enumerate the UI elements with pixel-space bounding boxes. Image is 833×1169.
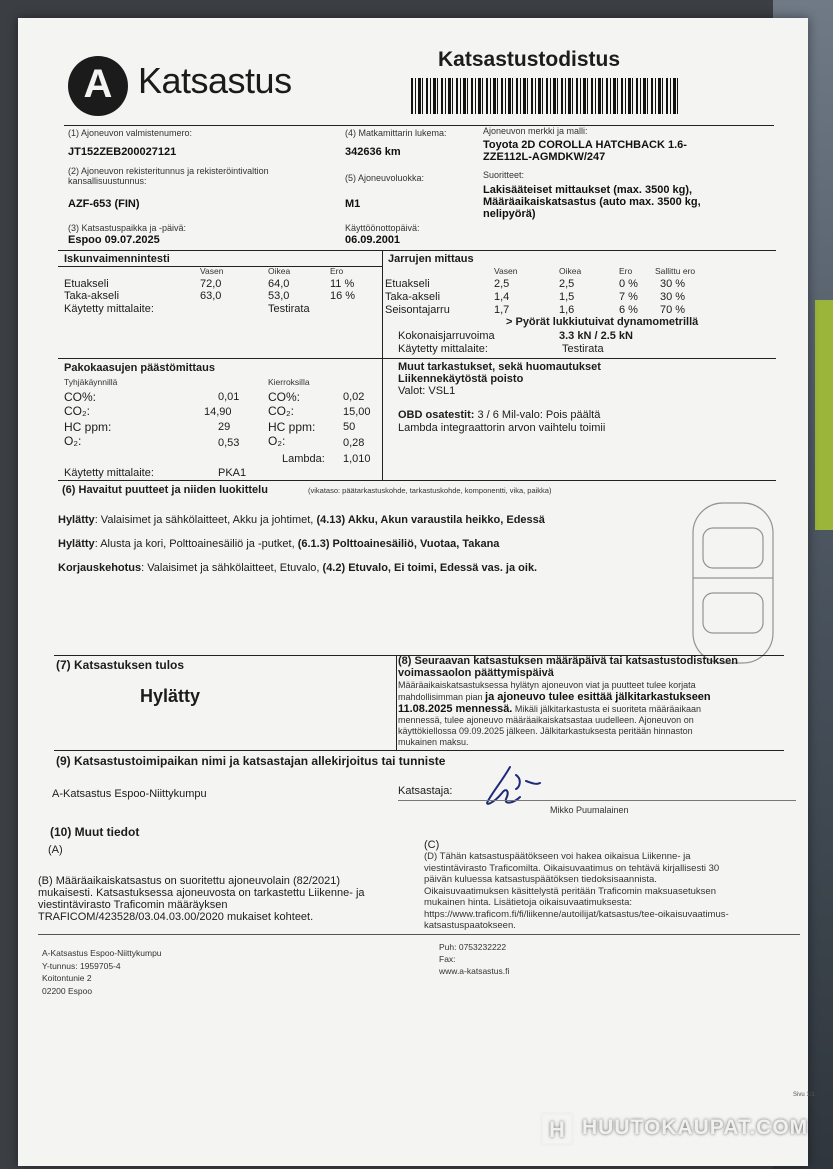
vin-value: JT152ZEB200027121 [68, 146, 177, 158]
other-checks-title: Muut tarkastukset, sekä huomautukset [398, 361, 601, 373]
intro-date-value: 06.09.2001 [345, 234, 401, 246]
exhaust-label: CO₂: [64, 404, 90, 418]
misc-title: (10) Muut tiedot [50, 825, 140, 839]
brake-note: > Pyörät lukkiutuivat dynamometrillä [506, 316, 699, 328]
page-number: Sivu 1/1 [793, 1092, 815, 1098]
barcode-icon [411, 78, 679, 114]
misc-b-line: (B) Määräaikaiskatsastus on suoritettu ajoneuvolain (82/2021) [38, 875, 341, 887]
shock-value: 72,0 [200, 278, 222, 290]
misc-c: (C) [424, 839, 440, 851]
reg-value: AZF-653 (FIN) [68, 198, 140, 210]
inspector-name: Mikko Puumalainen [550, 805, 629, 815]
make-value-2: ZZE112L-AGMDKW/247 [483, 151, 606, 163]
car-diagram-icon [543, 498, 783, 678]
footer-city: 02200 Espoo [42, 986, 93, 996]
brake-test-title: Jarrujen mittaus [388, 253, 474, 265]
lambda-label: Lambda: [282, 453, 325, 465]
exhaust-label: CO%: [64, 390, 97, 404]
exhaust-value: 0,02 [343, 391, 365, 403]
obd-value: 3 / 6 Mil-valo: Pois päältä [474, 409, 601, 421]
defect-detail: (4.2) Etuvalo, Ei toimi, Edessä vas. ja oik. [322, 562, 538, 574]
misc-b-line: viestintävirasto Traficomin määräyksen [38, 899, 228, 911]
other-checks-subtitle: Liikennekäytöstä poisto [398, 373, 524, 385]
station-title: (9) Katsastustoimipaikan nimi ja katsastajan allekirjoitus tai tunniste [56, 754, 446, 768]
defect-text: : Alusta ja kori, Polttoainesäiliö ja -putket, [94, 538, 298, 550]
brake-value: 1,5 [559, 291, 575, 303]
footer-divider [38, 934, 800, 935]
defects-title: (6) Havaitut puutteet ja niiden luokittelu [62, 484, 268, 496]
footer-phone: Puh: 0753232222 [439, 942, 507, 952]
performed-label: Suoritteet: [483, 170, 525, 180]
inspector-label: Katsastaja: [398, 785, 453, 797]
brake-value: 2,5 [494, 278, 510, 290]
brake-row-label: Taka-akseli [385, 291, 441, 303]
shock-device-value: Testirata [268, 303, 310, 315]
background-green-strip [815, 300, 833, 530]
brake-col-allowed: Sallittu ero [655, 266, 696, 276]
exhaust-value: 0,53 [218, 437, 240, 449]
footer-company: A-Katsastus Espoo-Niittykumpu [42, 948, 162, 958]
exhaust-label: CO%: [268, 390, 301, 404]
shock-row-label: Etuakseli [64, 278, 109, 290]
logo-mark: A [68, 56, 128, 116]
shock-value: 63,0 [200, 290, 222, 302]
brake-value: 1,6 [559, 304, 575, 316]
place-label: (3) Katsastuspaikka ja -päivä: [68, 223, 187, 233]
defect-class: Hylätty [58, 514, 95, 526]
inspection-certificate [18, 18, 815, 1166]
next-text-bold: ja ajoneuvo tulee esittää jälkitarkastukseen [485, 691, 711, 703]
misc-d-link[interactable]: https://www.traficom.fi/fi/liikenne/autoilijat/katsastus/tee-oikaisuvaatimus- [424, 909, 729, 920]
defect-class: Hylätty [58, 538, 95, 550]
exhaust-label: CO₂: [268, 404, 294, 418]
exhaust-value: 0,28 [343, 437, 365, 449]
misc-b-line: mukaisesti. Katsastuksessa ajoneuvosta on tarkastettu Liikenne- ja [38, 887, 365, 899]
defects-subtitle: (vikataso: päätarkastuskohde, tarkastuskohde, komponentti, vika, paikka) [308, 486, 552, 495]
obd-label: OBD osatestit: [398, 409, 475, 421]
exhaust-rpm-label: Kierroksilla [268, 377, 310, 387]
brake-value: 7 % [619, 291, 638, 303]
next-text-line: mennessä, tulee ajoneuvo määräaikaiskatsastaa uudelleen. Ajoneuvon on [398, 715, 694, 725]
misc-d-line: mukainen hinta. Lisätietoja oikaisuvaatimuksesta: [424, 897, 633, 908]
footer-website[interactable]: www.a-katsastus.fi [439, 966, 510, 976]
brake-value: 2,5 [559, 278, 575, 290]
watermark-logo-icon [540, 1112, 574, 1146]
misc-d-line: Oikaisuvaatimuksen käsittelystä peritään Traficomin maksuasetuksen [424, 886, 716, 897]
exhaust-device-value: PKA1 [218, 467, 247, 479]
shock-value: 16 % [330, 290, 356, 302]
brake-value: 0 % [619, 278, 638, 290]
brake-total-label: Kokonaisjarruvoima [398, 330, 495, 342]
brake-value: 30 % [660, 291, 686, 303]
divider [396, 655, 397, 750]
exhaust-idle-label: Tyhjäkäynnillä [64, 377, 118, 387]
brake-row-label: Etuakseli [385, 278, 430, 290]
performed-value-3: nelipyörä) [483, 208, 536, 220]
shock-value: 11 % [330, 278, 355, 290]
place-value: Espoo 09.07.2025 [68, 234, 160, 246]
misc-d-line: viestintävirasto Traficomilta. Oikaisuvaatimus on tehtävä kirjallisesti 30 [424, 863, 720, 874]
result-title: (7) Katsastuksen tulos [56, 658, 185, 672]
intro-date-label: Käyttöönottopäivä: [345, 223, 420, 233]
defect-text: : Valaisimet ja sähkölaitteet, Etuvalo, [141, 562, 323, 574]
brake-value: 6 % [619, 304, 638, 316]
shock-row-label: Taka-akseli [64, 290, 120, 302]
footer-street: Koitontunie 2 [42, 973, 92, 983]
exhaust-value: 29 [218, 421, 231, 433]
result-value: Hylätty [140, 686, 201, 706]
misc-d-line: päivän kuluessa katsastuspäätöksen tiedoksisaannista. [424, 874, 657, 885]
exhaust-label: O₂: [268, 434, 286, 448]
misc-d-line: (D) Tähän katsastuspäätökseen voi hakea oikaisua Liikenne- ja [424, 851, 691, 862]
divider [58, 250, 776, 251]
lambda-note: Lambda integraattorin arvon vaihtelu toimii [398, 422, 606, 434]
defect-class: Korjauskehotus [58, 562, 142, 574]
exhaust-device-label: Käytetty mittalaite: [64, 467, 154, 479]
shock-col-diff: Ero [330, 266, 344, 276]
performed-value: Lakisääteiset mittaukset (max. 3500 kg), [483, 184, 693, 196]
defect-item [58, 562, 537, 574]
next-text: Mikäli jälkitarkastusta ei suoriteta määräaikaan [512, 704, 701, 714]
watermark-text: HUUTOKAUPAT.COM [582, 1116, 809, 1139]
shock-col-right: Oikea [268, 266, 291, 276]
misc-a: (A) [48, 844, 63, 856]
signature-icon [480, 763, 550, 813]
defect-text: : Valaisimet ja sähkölaitteet, Akku ja johtimet, [94, 514, 317, 526]
defect-detail: (4.13) Akku, Akun varaustila heikko, Edessä [316, 514, 545, 526]
class-value: M1 [345, 198, 361, 210]
watermark [540, 1108, 830, 1152]
exhaust-value: 15,00 [343, 406, 371, 418]
next-text: mahdollisimman pian [398, 692, 486, 702]
next-text-line [398, 691, 711, 703]
brake-device-value: Testirata [562, 343, 604, 355]
exhaust-label: HC ppm: [64, 420, 112, 434]
brake-value: 1,7 [494, 304, 510, 316]
defect-detail: (6.1.3) Polttoainesäiliö, Vuotaa, Takana [297, 538, 500, 550]
brake-col-right: Oikea [559, 266, 582, 276]
exhaust-label: HC ppm: [268, 420, 316, 434]
odometer-value: 342636 km [345, 146, 401, 158]
footer-fax: Fax: [439, 954, 456, 964]
lights-value: Valot: VSL1 [398, 385, 456, 397]
next-deadline: 11.08.2025 mennessä. [398, 703, 513, 715]
exhaust-title: Pakokaasujen päästömittaus [64, 362, 216, 374]
obd-line [398, 409, 600, 421]
reg-label: (2) Ajoneuvon rekisteritunnus ja rekisteröintivaltion [68, 166, 269, 176]
brake-device-label: Käytetty mittalaite: [398, 343, 488, 355]
brake-value: 30 % [660, 278, 686, 290]
lambda-value: 1,010 [343, 453, 371, 465]
brake-col-diff: Ero [619, 266, 633, 276]
brake-col-left: Vasen [494, 266, 518, 276]
divider [58, 480, 776, 481]
misc-b-line: TRAFICOM/423528/03.04.03.00/2020 mukaiset kohteet. [38, 911, 314, 923]
shock-col-left: Vasen [200, 266, 224, 276]
next-text-line: mukainen maksu. [398, 737, 469, 747]
brake-value: 1,4 [494, 291, 510, 303]
exhaust-value: 14,90 [204, 406, 232, 418]
shock-value: 53,0 [268, 290, 290, 302]
divider [54, 750, 784, 751]
shock-test-title: Iskunvaimennintesti [64, 253, 170, 265]
divider [382, 250, 383, 480]
make-label: Ajoneuvon merkki ja malli: [483, 126, 588, 136]
next-text-line: käyttökiellossa 09.09.2025 jälkeen. Jälkitarkastuksesta peritään hinnaston [398, 726, 693, 736]
signature-line [398, 800, 796, 801]
misc-d-link-2[interactable]: katsastuspaatokseen. [424, 920, 516, 931]
next-inspection-subtitle: voimassaolon päättymispäivä [398, 667, 554, 679]
next-text-line [398, 703, 701, 715]
shock-device-label: Käytetty mittalaite: [64, 303, 154, 315]
shock-value: 64,0 [268, 278, 290, 290]
reg-label-2: kansallisuustunnus: [68, 176, 147, 186]
next-text-line: Määräaikaiskatsastuksessa hylätyn ajoneuvon viat ja puutteet tulee korjata [398, 680, 696, 690]
divider [58, 358, 776, 359]
footer-business-id: Y-tunnus: 1959705-4 [42, 961, 121, 971]
station-name: A-Katsastus Espoo-Niittykumpu [52, 788, 207, 800]
exhaust-value: 0,01 [218, 391, 240, 403]
brake-value: 70 % [660, 304, 686, 316]
exhaust-value: 50 [343, 421, 356, 433]
make-value: Toyota 2D COROLLA HATCHBACK 1.6- [483, 139, 687, 151]
defect-item [58, 514, 545, 526]
document-title: Katsastustodistus [438, 48, 621, 71]
brake-total-value: 3.3 kN / 2.5 kN [559, 330, 633, 342]
odometer-label: (4) Matkamittarin lukema: [345, 128, 447, 138]
divider [64, 125, 774, 126]
defect-item [58, 538, 499, 550]
performed-value-2: Määräaikaiskatsastus (auto max. 3500 kg, [483, 196, 701, 208]
exhaust-label: O₂: [64, 434, 82, 448]
vin-label: (1) Ajoneuvon valmistenumero: [68, 128, 193, 138]
class-label: (5) Ajoneuvoluokka: [345, 173, 425, 183]
logo-text: Katsastus [138, 60, 292, 101]
next-inspection-title: (8) Seuraavan katsastuksen määräpäivä tai katsastustodistuksen [398, 655, 738, 667]
brake-row-label: Seisontajarru [385, 304, 450, 316]
